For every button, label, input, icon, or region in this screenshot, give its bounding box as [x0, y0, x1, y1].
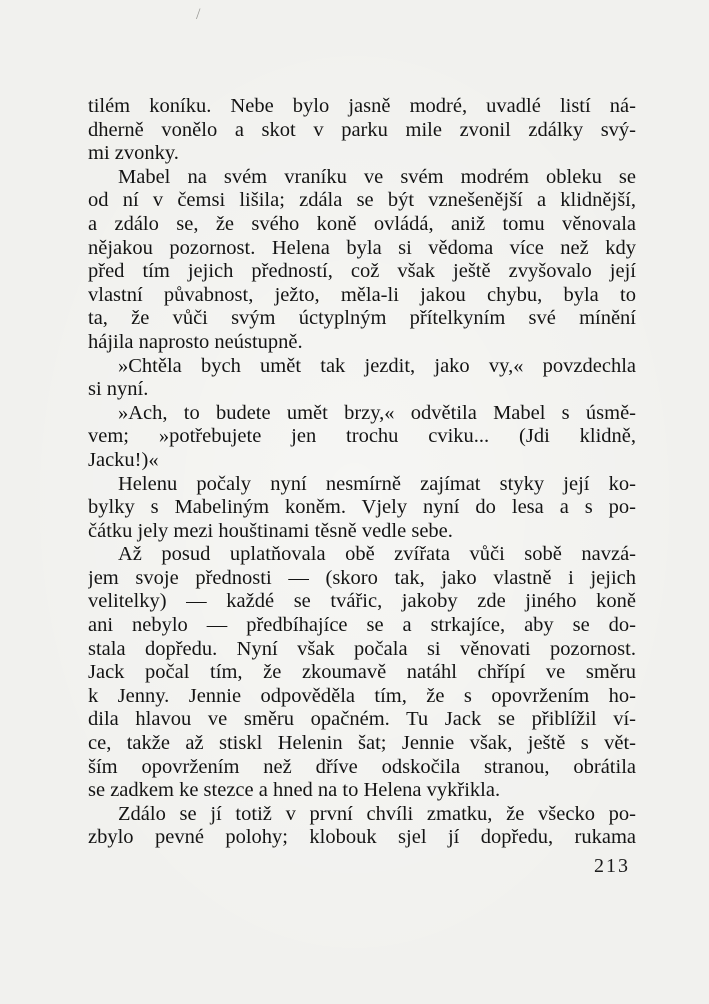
- text-line: k Jenny. Jennie odpověděla tím, že s opovržením ho-: [88, 684, 636, 707]
- text-line: nějakou pozornost. Helena byla si vědoma více než kdy: [88, 236, 636, 259]
- text-line: ce, takže až stiskl Helenin šat; Jennie však, ještě s vět-: [88, 732, 636, 755]
- text-line: ším opovržením než dříve odskočila stranou, obrátila: [88, 755, 636, 778]
- page-number: 213: [594, 855, 630, 877]
- text-line: velitelky) — každé se tvářic, jakoby zde jiného koně: [88, 590, 636, 613]
- text-line: tilém koníku. Nebe bylo jasně modré, uvadlé listí ná-: [88, 95, 636, 117]
- page-mark: /: [196, 6, 201, 23]
- text-line: Jack počal tím, že zkoumavě natáhl chřípí ve směru: [88, 661, 636, 684]
- text-line: »Chtěla bych umět tak jezdit, jako vy,« povzdechla: [118, 354, 636, 377]
- text-line: Mabel na svém vraníku ve svém modrém obleku se: [118, 165, 636, 188]
- text-line: a zdálo se, že svého koně ovládá, aniž tomu věnovala: [88, 212, 636, 235]
- text-line: ani nebylo — předbíhajíce se a strkajíce, aby se do-: [88, 614, 636, 637]
- text-line: ta, že vůči svým úctyplným přítelkyním své mínění: [88, 307, 636, 330]
- text-line: dherně vonělo a skot v parku mile zvonil zdálky svý-: [88, 118, 636, 141]
- text-line: jem svoje přednosti — (skoro tak, jako vlastně i jejich: [88, 566, 636, 589]
- text-line: od ní v čemsi lišila; zdála se být vznešenější a klidnější,: [88, 189, 636, 212]
- text-line: Helenu počaly nyní nesmírně zajímat styky její ko-: [118, 472, 636, 495]
- text-line: Jacku!)«: [88, 448, 159, 471]
- text-line: hájila naprosto neústupně.: [88, 330, 303, 353]
- text-line: Zdálo se jí totiž v první chvíli zmatku, že všecko po-: [118, 802, 636, 825]
- text-line: vlastní půvabnost, ježto, měla-li jakou chybu, byla to: [88, 283, 636, 306]
- text-line: se zadkem ke stezce a hned na to Helena vykřikla.: [88, 779, 501, 802]
- text-line: mi zvonky.: [88, 142, 179, 165]
- text-line: stala dopředu. Nyní však počala si věnovati pozornost.: [88, 637, 636, 660]
- text-line: Až posud uplatňovala obě zvířata vůči sobě navzá-: [118, 543, 636, 566]
- text-line: vem; »potřebujete jen trochu cviku... (Jdi klidně,: [88, 425, 636, 448]
- text-line: »Ach, to budete umět brzy,« odvětila Mabel s úsmě-: [118, 401, 636, 424]
- text-line: bylky s Mabeliným koněm. Vjely nyní do lesa a s po-: [88, 496, 636, 519]
- text-line: si nyní.: [88, 378, 149, 401]
- text-line: čátku jely mezi houštinami těsně vedle sebe.: [88, 519, 453, 542]
- text-line: před tím jejich předností, což však ještě zvyšovalo její: [88, 260, 636, 283]
- body-text: [88, 95, 636, 850]
- text-line: dila hlavou ve směru opačném. Tu Jack se přiblížil ví-: [88, 708, 636, 731]
- text-line: zbylo pevné polohy; klobouk sjel jí dopředu, rukama: [88, 826, 636, 849]
